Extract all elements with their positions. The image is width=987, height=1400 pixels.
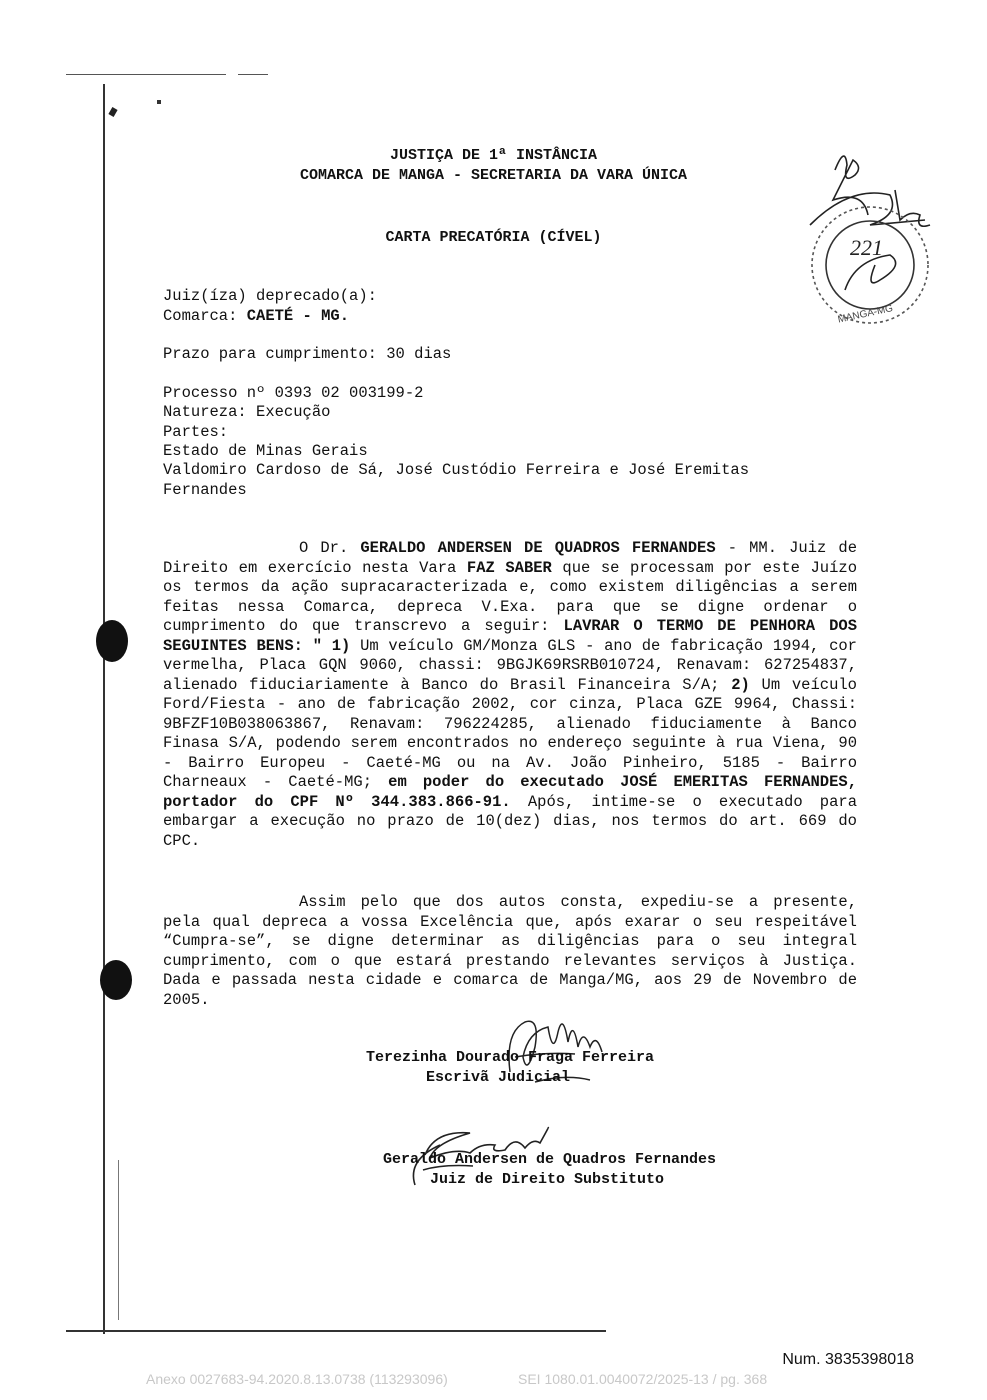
clerk-title: Escrivã Judicial	[426, 1069, 571, 1086]
left-margin-line	[103, 84, 105, 1334]
judge-name-inline: GERALDO ANDERSEN DE QUADROS FERNANDES	[360, 539, 716, 557]
court-instance: JUSTIÇA DE 1ª INSTÂNCIA	[389, 147, 598, 164]
p1-text: - MM. Juiz de Direito em exercício nesta Vara	[163, 539, 857, 577]
process-number: Processo nº 0393 02 003199-2	[163, 384, 424, 402]
lavrar-termo: LAVRAR O TERMO DE PENHORA DOS SEGUINTES BENS: " 1)	[163, 617, 857, 655]
process-nature: Natureza: Execução	[163, 403, 331, 421]
body-paragraph-2: Assim pelo que dos autos consta, expediu-se a presente, pela qual depreca a vossa Excelência que, após exarar o seu respeitável “Cumpra-se”, se digne determinar as diligências para o seu integral cumprimento, com o que estará prestando relevantes serviços à Justiça. Dada e passada nesta cidade e comarca de Manga/MG, aos 29 de Novembro de 2005.	[163, 893, 857, 1009]
comarca-label: Comarca:	[163, 307, 247, 325]
scan-speck	[157, 100, 161, 104]
bottom-scan-line	[66, 1330, 606, 1332]
party-2-line2: Fernandes	[163, 481, 247, 499]
party-1: Estado de Minas Gerais	[163, 442, 368, 460]
sei-reference: SEI 1080.01.0040072/2025-13 / pg. 368	[518, 1371, 768, 1387]
p1-text: que se processam por este Juízo os termos da ação supracaracterizada e, como existem diligências a serem feitas nessa Comarca, depreca V.Exa. para que se digne ordenar o cumprimento do que transcrevo a seguir:	[163, 558, 857, 635]
item-two: 2)	[731, 675, 750, 694]
stamp-text: MANGA-MG	[836, 303, 894, 326]
punch-hole	[100, 960, 132, 1000]
body-paragraph-1	[163, 539, 857, 851]
annex-reference: Anexo 0027683-94.2020.8.13.0738 (113293096)	[146, 1371, 448, 1387]
document-number: Num. 3835398018	[782, 1351, 914, 1368]
recipient-comarca	[163, 307, 349, 327]
p1-text: Após, intime-se o executado para embargar a execução no prazo de 10(dez) dias, nos termos do art. 669 do CPC.	[163, 792, 857, 850]
document-title: CARTA PRECATÓRIA (CÍVEL)	[385, 229, 602, 246]
court-stamp	[790, 130, 940, 340]
parties-label: Partes:	[163, 423, 229, 441]
p1-text: Um veículo Ford/Fiesta - ano de fabricação 2002, cor cinza, Placa GZE 9964, Chassi: 9BFZF10B038063867, Renavam: 796224285, alienado fiduciamente à Banco Finasa S/A, podendo serem encontrados no endereço seguinte à rua Viena, 90 - Bairro Europeu - Caeté-MG ou na Av. João Pinheiro, 5185 - Bairro Charneaux - Caeté-MG;	[163, 675, 857, 791]
faz-saber: FAZ SABER	[466, 558, 552, 577]
judge-name: Geraldo Andersen de Quadros Fernandes	[383, 1151, 717, 1168]
p1-text: O Dr.	[299, 539, 361, 557]
em-poder: em poder do executado JOSÉ EMERITAS FERNANDES, portador do CPF Nº 344.383.866-91.	[163, 773, 857, 811]
clerk-name: Terezinha Dourado Fraga Ferreira	[366, 1049, 655, 1066]
scan-speck	[108, 107, 117, 117]
recipient-judge: Juiz(íza) deprecado(a):	[163, 287, 377, 305]
top-scan-line-short	[238, 74, 268, 75]
p1-text: Um veículo GM/Monza GLS - ano de fabricação 1994, cor vermelha, Placa GQN 9060, chassi: 9BGJK69RSRB010724, Renavam: 627254837, alienado fiduciariamente à Banco do Brasil Financeira S/A;	[163, 636, 857, 694]
top-scan-line	[66, 74, 226, 75]
party-2-line1: Valdomiro Cardoso de Sá, José Custódio Ferreira e José Eremitas	[163, 461, 749, 479]
judge-title: Juiz de Direito Substituto	[430, 1171, 665, 1188]
deadline: Prazo para cumprimento: 30 dias	[163, 345, 452, 363]
left-margin-line-thin	[118, 1160, 119, 1320]
stamp-number: 221	[850, 235, 883, 260]
comarca-heading: COMARCA DE MANGA - SECRETARIA DA VARA ÚNICA	[299, 167, 688, 184]
punch-hole	[96, 620, 128, 662]
comarca-value: CAETÉ - MG.	[246, 307, 350, 325]
